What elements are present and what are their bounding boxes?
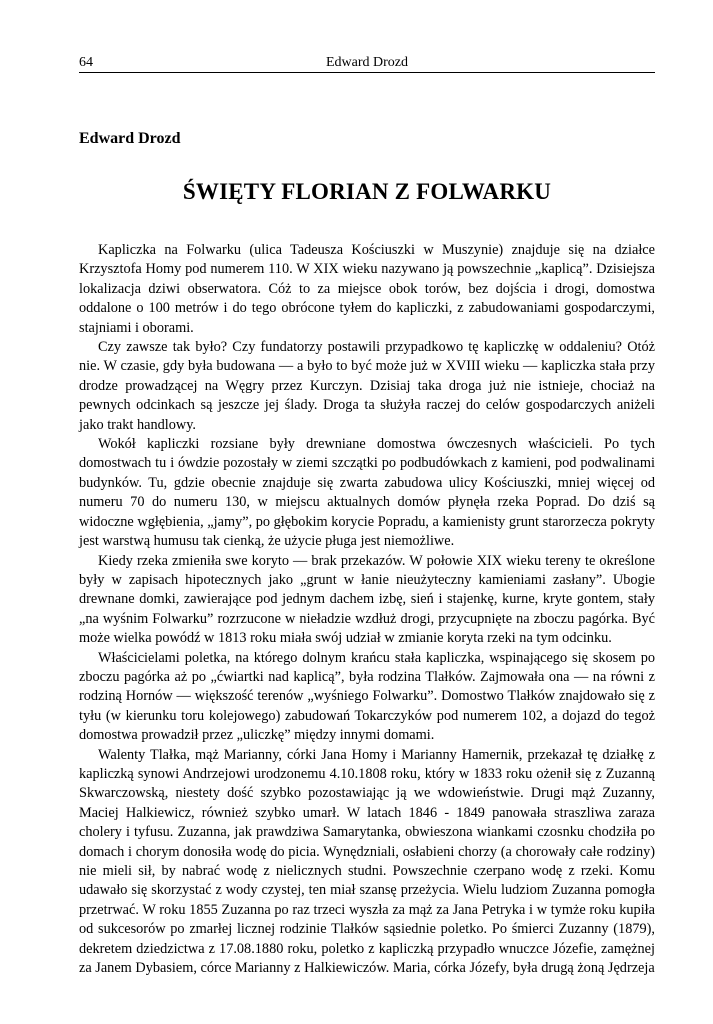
paragraph: Właścicielami poletka, na którego dolnym krańcu stała kapliczka, wspinającego się skosem po zboczu pagórka aż po „ćwiartki nad kaplicą”, była rodzina Tlałków. Zajmowała ona — na równi z rodziną Hornów — większość terenów „wyśniego Folwarku”. Domostwo Tlałków znajdowało się z tyłu (w kierunku toru kolejowego) zabudowań Tokarczyków pod numerem 102, a dojazd do tegoż domostwa prowadził przez „uliczkę” między innymi domami. <box>79 649 655 744</box>
paragraph: Kapliczka na Folwarku (ulica Tadeusza Kościuszki w Muszynie) znajduje się na działce Krzysztofa Homy pod numerem 110. W XIX wieku nazywano ją powszechnie „kaplicą”. Dzisiejsza lokalizacja dziwi obserwatora. Cóż to za miejsce obok torów, bez dojścia i drogi, domostwa oddalone o 100 metrów i do tego obrócone tyłem do kapliczki, z zabudowaniami gospodarczymi, stajniami i oborami. <box>79 242 655 336</box>
paragraph: Czy zawsze tak było? Czy fundatorzy postawili przypadkowo tę kapliczkę w oddaleniu? Otóż nie. W czasie, gdy była budowana — a było to być może już w XVIII wieku — kapliczka stała przy drodze prowadzącej na Węgry przez Kurczyn. Dzisiaj taka droga już nie istnieje, chociaż na pewnych odcinkach są jeszcze jej ślady. Droga ta służyła raczej do celów gospodarczych aniżeli jako trakt handlowy. <box>79 339 655 433</box>
paragraph: Kiedy rzeka zmieniła swe koryto — brak przekazów. W połowie XIX wieku tereny te określone były w zapisach hipotecznych jako „grunt w łanie nieużyteczny kamieniami zasłany”. Ubogie drewnane domki, zawierające pod jednym dachem izbę, sień i stajenkę, kurne, kryte gontem, stały „na wyśnim Folwarku” rozrzucone w nieładzie wzdłuż drogi, przycupnięte na zboczu pagórka. Być może wielka powódź w 1813 roku miała swój udział w zmianie koryta rzeki na tym odcinku. <box>79 552 655 647</box>
paragraph: Wokół kapliczki rozsiane były drewniane domostwa ówczesnych właścicieli. Po tych domostwach tu i ówdzie pozostały w ziemi szczątki po podbudówkach z kamieni, pod podwalinami budynków. Tu, gdzie obecnie znajduje się zwarta zabudowa ulicy Kościuszki, mniej więcej od numeru 70 do numeru 130, w miejscu aktualnych domów płynęła rzeka Poprad. Do dziś są widoczne wgłębienia, „jamy”, po głębokim korycie Popradu, a kamienisty grunt starorzecza pokryty jest warstwą humusu tak cienką, że użycie pługa jest niemożliwe. <box>79 436 655 550</box>
page-number: 64 <box>79 55 93 70</box>
page-header <box>79 54 655 72</box>
paragraph: Walenty Tlałka, mąż Marianny, córki Jana Homy i Marianny Hamernik, przekazał tę działkę z kapliczką synowi Andrzejowi urodzonemu 4.10.1808 roku, który w 1833 roku ożenił się z Zuzanną Skwarczowską, niestety dość szybko pozostawiając ją we wdowieństwie. Drugi mąż Zuzanny, Maciej Halkiewicz, również szybko umarł. W latach 1846 - 1849 panowała straszliwa zaraza cholery i tyfusu. Zuzanna, jak prawdziwa Samarytanka, obwieszona wiankami czosnku chodziła po domach i chorym donosiła wodę do picia. Wynędzniali, osłabieni chorzy (a chorowały całe rodziny) nie mieli sił, by nabrać wodę z nielicznych studni. Powszechnie czerpano wodę z rzeki. Komu udawało się skorzystać z wody czystej, ten miał szansę przeżycia. Wielu ludziom Zuzanna pomogła przetrwać. W roku 1855 Zuzanna po raz trzeci wyszła za mąż za Jana Petryka i w tymże roku kupiła od sukcesorów po zmarłej licznej rodzinie Tlałków sąsiednie poletko. Po śmierci Zuzanny (1879), dekretem dziedzictwa z 17.08.1880 roku, poletko z kapliczką przypadło wnuczce Józefie, zamężnej za Janem Dybasiem, córce Marianny z Halkiewiczów. Maria, córka Józefy, była drugą żoną Jędrzeja <box>79 746 655 977</box>
article-body <box>79 241 655 978</box>
article-author: Edward Drozd <box>79 130 181 147</box>
article-title: ŚWIĘTY FLORIAN Z FOLWARKU <box>182 179 552 204</box>
running-title: Edward Drozd <box>325 55 409 70</box>
header-rule <box>79 72 655 73</box>
